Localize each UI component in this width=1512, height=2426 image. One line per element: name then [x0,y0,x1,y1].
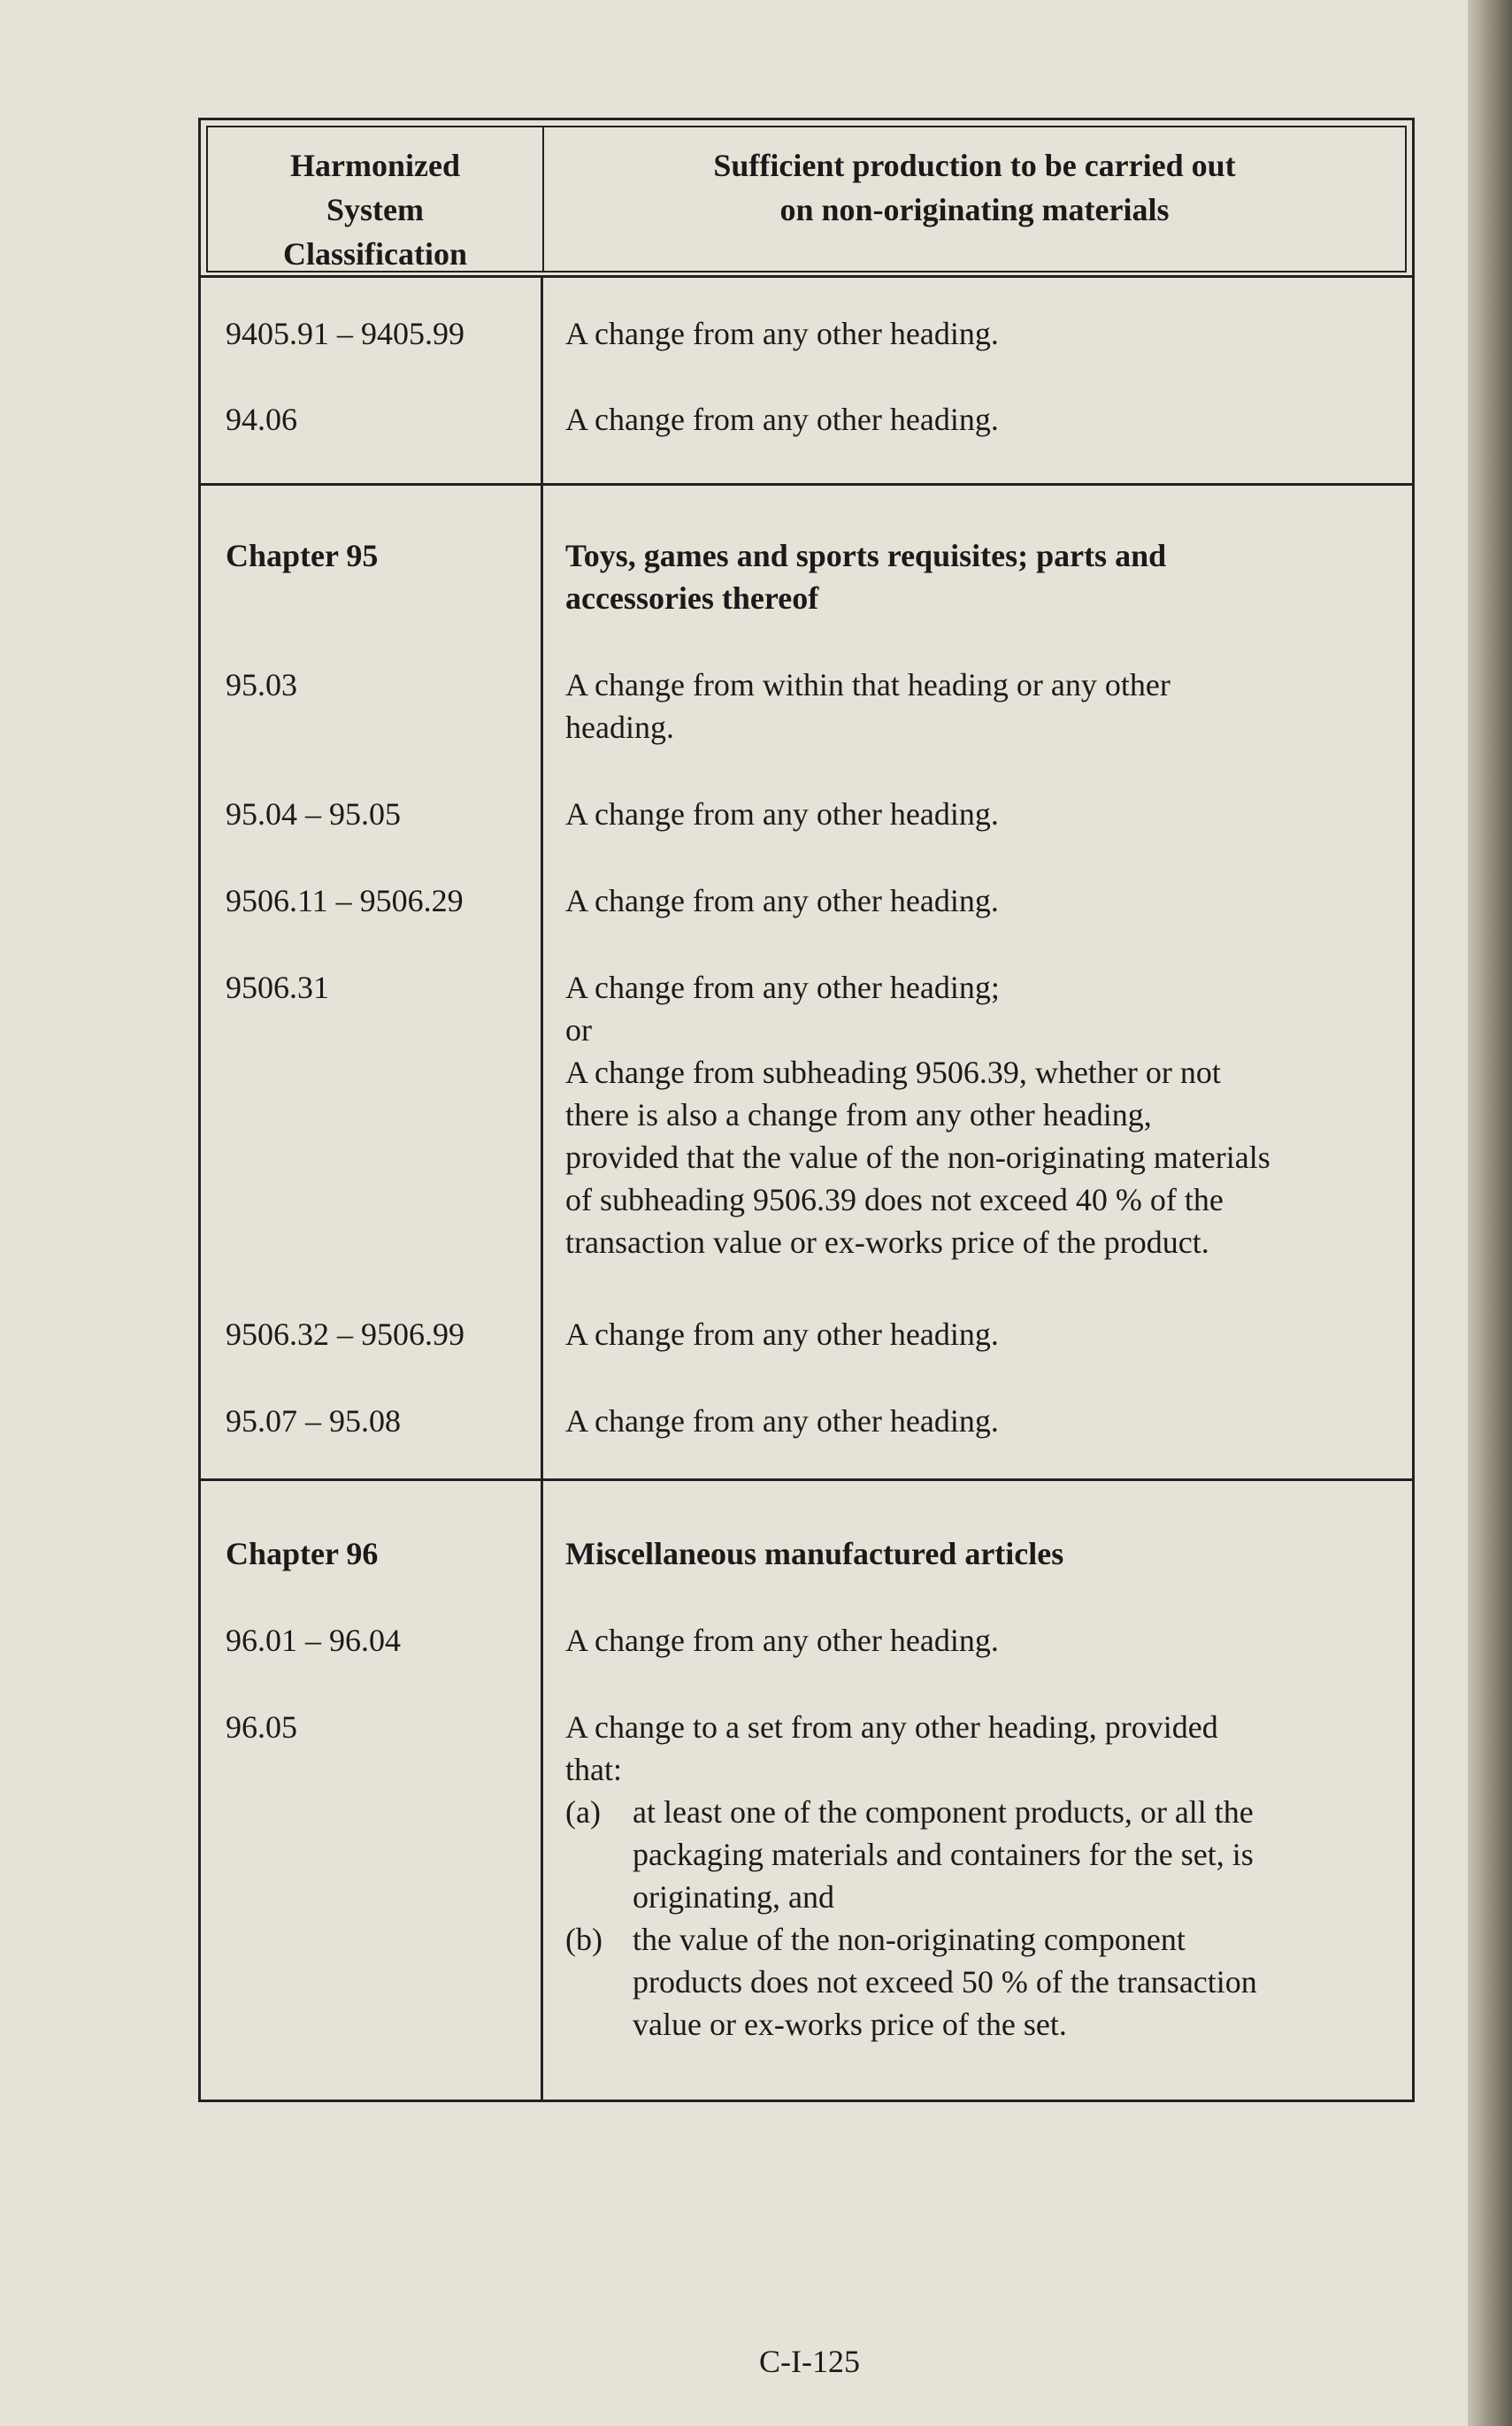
rule-text: A change from any other heading. [565,402,999,437]
rule-line: accessories thereof [565,580,819,616]
rule-line: the value of the non-originating component [633,1922,1186,1957]
rule-text [565,664,1397,749]
hs-code: 9405.91 – 9405.99 [226,316,464,351]
hs-code: 96.01 – 96.04 [226,1623,401,1658]
header-line: System [326,192,424,227]
rule-text: A change from any other heading. [565,796,999,832]
rule-text: A change from any other heading. [565,1317,999,1352]
header-bottom-rule [201,275,1412,278]
rule-line: that: [565,1752,622,1787]
rule-text: A change from any other heading. [565,883,999,918]
condition-b [565,1918,1397,2046]
chapter-description: Miscellaneous manufactured articles [565,1536,1064,1571]
condition-label: (b) [565,1922,602,1957]
rule-line: there is also a change from any other heading, [565,1097,1152,1132]
rule-line: products does not exceed 50 % of the transaction [633,1964,1257,2000]
rule-line: value or ex-works price of the set. [633,2007,1067,2042]
rule-line: at least one of the component products, or all the [633,1794,1254,1830]
hs-code: 95.04 – 95.05 [226,796,401,832]
section-rule-95 [201,483,1412,486]
header-sufficient-production [544,143,1405,232]
rule-line: A change from within that heading or any other [565,667,1170,702]
rule-line: of subheading 9506.39 does not exceed 40 % of the [565,1182,1224,1217]
hs-code: 9506.31 [226,970,329,1005]
rule-line: transaction value or ex-works price of the product. [565,1225,1209,1260]
rule-text [565,1706,1397,2046]
hs-code: 95.03 [226,667,297,702]
rule-text: A change from any other heading. [565,1403,999,1439]
condition-label: (a) [565,1794,601,1830]
table-header [206,126,1407,273]
hs-code: 95.07 – 95.08 [226,1403,401,1439]
rule-text [565,966,1397,1263]
chapter-title: Chapter 95 [226,538,379,573]
header-line: Classification [282,236,467,272]
section-rule-96 [201,1478,1412,1481]
rule-line: or [565,1012,592,1048]
page-edge-shadow [1468,0,1512,2426]
rule-text: A change from any other heading. [565,316,999,351]
rule-line: heading. [565,710,674,745]
column-divider [541,275,543,2100]
rule-line: provided that the value of the non-originating materials [565,1140,1270,1175]
hs-code: 9506.11 – 9506.29 [226,883,464,918]
chapter-title: Chapter 96 [226,1536,379,1571]
header-line: on non-originating materials [779,192,1170,227]
rule-line: A change from any other heading; [565,970,1000,1005]
rule-line: Toys, games and sports requisites; parts and [565,538,1167,573]
header-hs-classification [208,143,542,276]
rules-table [198,118,1415,2102]
header-line: Harmonized [290,148,460,183]
header-line: Sufficient production to be carried out [713,148,1236,183]
rule-line: A change from subheading 9506.39, whether or not [565,1055,1221,1090]
rule-line: originating, and [633,1879,834,1915]
rule-line: packaging materials and containers for the set, is [633,1837,1254,1872]
chapter-description [565,534,1397,619]
hs-code: 96.05 [226,1709,297,1745]
hs-code: 9506.32 – 9506.99 [226,1317,464,1352]
rule-text: A change from any other heading. [565,1623,999,1658]
hs-code: 94.06 [226,402,297,437]
rule-line: A change to a set from any other heading, provided [565,1709,1218,1745]
condition-a [565,1791,1397,1918]
page-number: C-I-125 [759,2344,860,2379]
